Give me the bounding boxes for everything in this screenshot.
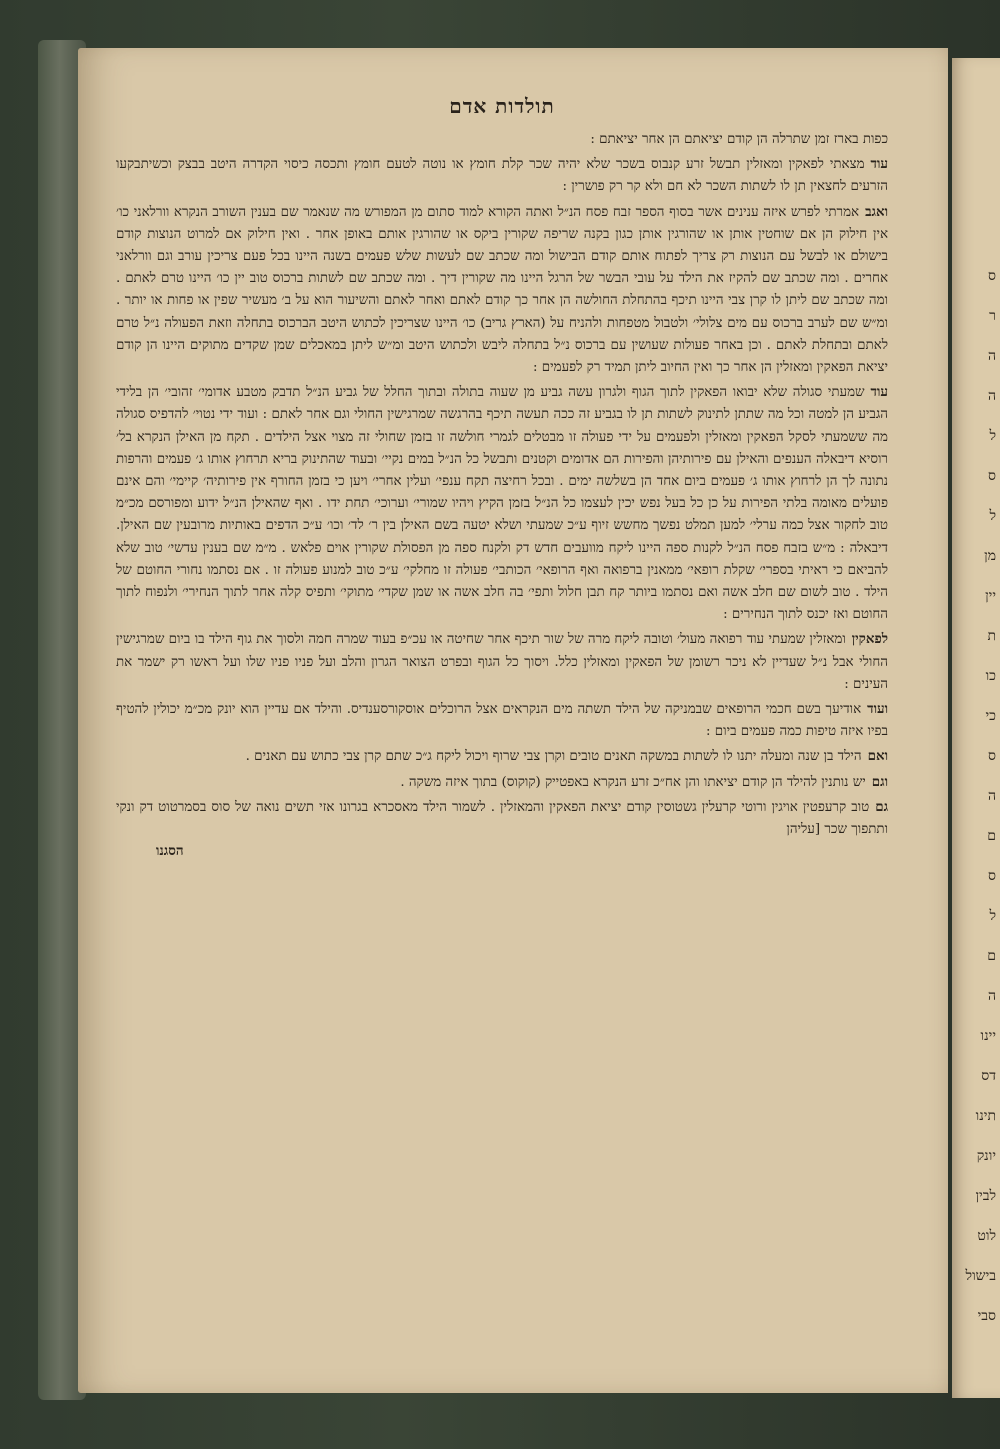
paragraph-lead-word: ואם	[867, 748, 888, 765]
edge-text-fragment: כי	[985, 708, 996, 724]
paragraph	[116, 129, 888, 151]
paragraph-text: אודיעך בשם חכמי הרופאים שבמניקה של הילד תשתה מים הנקראים אצל הרוכלים אוסקורסענדיס. והילד אם עדיין הוא יונק מכ״מ יכולין להטיף בפיו איזה טיפות כמה פעמים ביום :	[116, 702, 888, 740]
edge-text-fragment: דס	[981, 1068, 996, 1084]
edge-text-fragment: ל	[989, 428, 996, 444]
paragraph	[116, 745, 888, 768]
edge-text-fragment: ל	[989, 908, 996, 924]
edge-text-fragment: ה	[987, 988, 996, 1004]
edge-text-fragment: תינו	[975, 1108, 996, 1124]
paragraph-list	[116, 129, 888, 841]
paragraph-text: ומאזלין שמעתי עוד רפואה מעול׳ וטובה ליקח מרה של שור תיכף אחר שחיטה או עכ״פ בעוד שמרה חמה ולסוך את גוף הילד בו ביום שמרגישין החולי אבל נ״ל שעדיין לא ניכר רשומן של הפאקין ומאזלין כלל. ויסוך כל הגוף ובפרט הצואר הגרון והלב ועל פניו פניו שלו ועל ראשו רק ישמר את העינים :	[116, 632, 888, 692]
edge-text-fragment: בישול	[965, 1268, 996, 1284]
paragraph-text: טוב קרעפטין אויגין ורוטי קרעלין גשטוסין קודם יציאת הפאקין והמאזלין . לשמור הילד מאסכרא בגרונו אזי תשים נואה של סוס בסמרטוט דק ונקי ותתפוך שכר [עליהן	[116, 799, 888, 838]
edge-text-fragment: יינו	[980, 1028, 996, 1044]
edge-text-fragment: יונק	[976, 1148, 996, 1164]
paragraph	[116, 698, 888, 743]
next-page-edge	[952, 58, 1000, 1398]
paragraph-text: הילד בן שנה ומעלה יתנו לו לשתות במשקה תאנים טובים וקרן צבי שרוף ויכול ליקח ג״כ שתם קרן צבי כתוש עם תאנים .	[245, 749, 862, 765]
paragraph-lead-word: ועוד	[867, 701, 888, 718]
edge-text-fragment: ת	[987, 628, 996, 644]
edge-text-fragment: ה	[987, 788, 996, 804]
paragraph-text: אמרתי לפרש איזה ענינים אשר בסוף הספר זבח פסח הנ״ל ואתה הקורא למוד סתום מן המפורש מה שנאמר שם בענין השורב הנקרא וורלאני כו׳ אין חילוק הן אם שוחטין אותן או שהורגין אותן כגון בקנה שריפה שקורין ביקס או שהורגין אותם באופן אחר . ואין חילוק אם למרוט הנוצות קודם בישולם או לבשל עם הנוצות רק צריך לפתוח אותם קודם הבישול ומה שכתב שם לעשות שלש פעמים בשנה היינו בכל פעם צריכין עורב וגם וורלאני אחרים . ומה שכתב שם להקיז את הילד על עובי הבשר של הרגל היינו מה שקורין דיך . ומה שכתב שם לשתות ברכוס טוב יין כו׳ היינו טרם לאתם . ומה שכתב שם ליתן לו קרן צבי היינו תיכף בהתחלת החולשה הן אחר כך קודם לאתם ואחר לאתם והשיעור הוא על ב׳ מעשיר שפין או פחות או יותר . ומ״ש שם לערב ברכוס עם מים צלולי׳ ולטבול מטפחות ולהניח על (הארץ גריב) כו׳ היינו שצריכין לכתוש היטב הברכוס בתחלה וזאת הפעולה נ״ל טרם לאתם ובתחלת לאתם . וכן באחר פעולות שעושין עם ברכוס נ״ל בתחלה ליבש ולכתוש היטב ומ״ש ליתן במאכלים שמן שקדים מתוקים היינו הן קודם יציאת הפאקין ומאזלין הן אחר כך ואין החיוב ליתן תמיד רק לפעמים :	[116, 204, 888, 376]
paragraph	[116, 771, 888, 794]
page-title: תולדות אדם	[449, 94, 555, 118]
edge-text-fragment: ל	[989, 508, 996, 524]
paragraph	[116, 796, 888, 841]
edge-text-fragment: ם	[987, 828, 996, 844]
edge-text-fragment: לוט	[977, 1228, 996, 1244]
paragraph-lead-word: ואגב	[865, 203, 888, 220]
edge-text-fragment: יין	[985, 588, 996, 604]
edge-text-fragment: כו	[985, 668, 996, 684]
paragraph-lead-word: עוד	[870, 156, 888, 173]
paragraph	[116, 153, 888, 198]
edge-text-fragment: ם	[987, 948, 996, 964]
book-page	[78, 48, 948, 1393]
paragraph	[116, 201, 888, 380]
paragraph-text: יש נותנין להילד הן קודם יציאתו והן אח״כ זרע הנקרא באפטייק (קוקוס) בתוך איזה משקה .	[400, 774, 866, 790]
paragraph-lead-word: לפאקין	[851, 631, 888, 648]
edge-text-fragment: מן	[984, 548, 996, 564]
edge-text-fragment: סבי	[977, 1308, 996, 1324]
edge-text-fragment: ר	[989, 308, 996, 324]
edge-text-fragment: ס	[988, 868, 996, 884]
edge-text-fragment: לבין	[975, 1188, 996, 1204]
page-content	[116, 94, 888, 859]
page-signature: הסגנו	[156, 843, 184, 860]
paragraph	[116, 381, 888, 626]
paragraph-lead-word: עוד	[870, 384, 888, 401]
paragraph-text: מצאתי לפאקין ומאזלין תבשל זרע קנבוס בשכר שלא יהיה שכר קלת חומץ או נוטה לטעם חומץ ותכסה כיסוי הקדרה היטב בבצק וכשיתבקעו הזרעים לחצאין תן לו לשתות השכר לא חם ולא קר רק פושרין :	[116, 157, 888, 195]
paragraph-lead-word: וגם	[871, 773, 888, 790]
edge-text-fragment: ס	[988, 268, 996, 284]
edge-text-fragment: ס	[988, 748, 996, 764]
edge-text-fragment: ס	[988, 468, 996, 484]
edge-text-fragment: ה	[987, 388, 996, 404]
paragraph-lead-word: גם	[875, 798, 888, 815]
paragraph-text: שמעתי סגולה שלא יבואו הפאקין לתוך הגוף ולגרון עשה גביע מן שעוה בתולה ובתוך החלל של גביע הנ״ל תדבק מטבע אדומי׳ זהובי׳ הן בלידי הגביע הן למטה וכל מה שתתן לתינוק לשתות תן לו בגביע זה ככה תעשה תיכף בהרגשה שמרגישין החולי וגם אחר לאתם : ועוד ידי נטוי׳ להדפיס סגולה מה ששמעתי לסקל הפאקין ומאזלין ולפעמים על ידי פעולה זו מבטלים לגמרי חולשה זו בזמן שחולי זה מצוי אצל הילדים . תקח מן האילן הנקרא בל׳ רוסיא דיבאלה הענפים והאילן עם פירותיהן והפירות הם אדומים וקטנים ותבשל כל הנ״ל במים נקיי׳ ובעוד שהתינוק בריא תרחוץ אותו ג׳ פעמים והרפות נתונה לך הן לרחוץ אותו ג׳ פעמים ביום אחד הן בשלשה ימים . ובכל רחיצה תקח ענפי׳ ועלין אחרי׳ ויען כי בזמן החורף אין פירותיה׳ קיימי׳ והם אינם פועלים מאומה בלתי הפירות על כן כל בעל נפש יכין לעצמו כל הנ״ל בזמן הקיץ ויהיו שמורי׳ וערוכי׳ תחת ידו . ואף שהאילן הנ״ל ידוע ומפורסם מכ״מ טוב לחקור אצל כמה ערלי׳ למען תמלט נפשך מחשש זיוף ע״כ שמעתי ושלא יטעה בשם האילן בין ר׳ לד׳ וכו׳ ע״כ הדפים באותיות מרובעין שם האילן. דיבאלה : מ״ש בזבח פסח הנ״ל לקנות ספה היינו ליקח מוועבים חדש דק ולקנח ספה מן הפסולת שקורין אוים פלאש . מ״מ שם בענין עדשי׳ טוב שלא להביאם כי ראיתי בספרי׳ שקלת רופאי׳ ממאנין ברפואה ואף הרופאי׳ הכותבי׳ פעולה זו מחלקי׳ ע״כ טוב למנוע פעולה זו . אם נסתמו נחורי החוטם של הילד . טוב לשום שם חלב אשה ואם נסתמו ביותר קח תבן חלול ותפי׳ בה חלב אשה או שמן שקדי׳ מתוקי׳ ותפיס קלה אחר לתוך הנחירי׳ ולנפוח לתוך החוטם ואז יכנס לתוך הנחירים :	[116, 385, 888, 623]
paragraph	[116, 628, 888, 696]
paragraph-text: כפות בארז זמן שתרלה הן קודם יציאתם הן אחר יציאתם :	[590, 132, 888, 147]
edge-text-fragment: ה	[987, 348, 996, 364]
